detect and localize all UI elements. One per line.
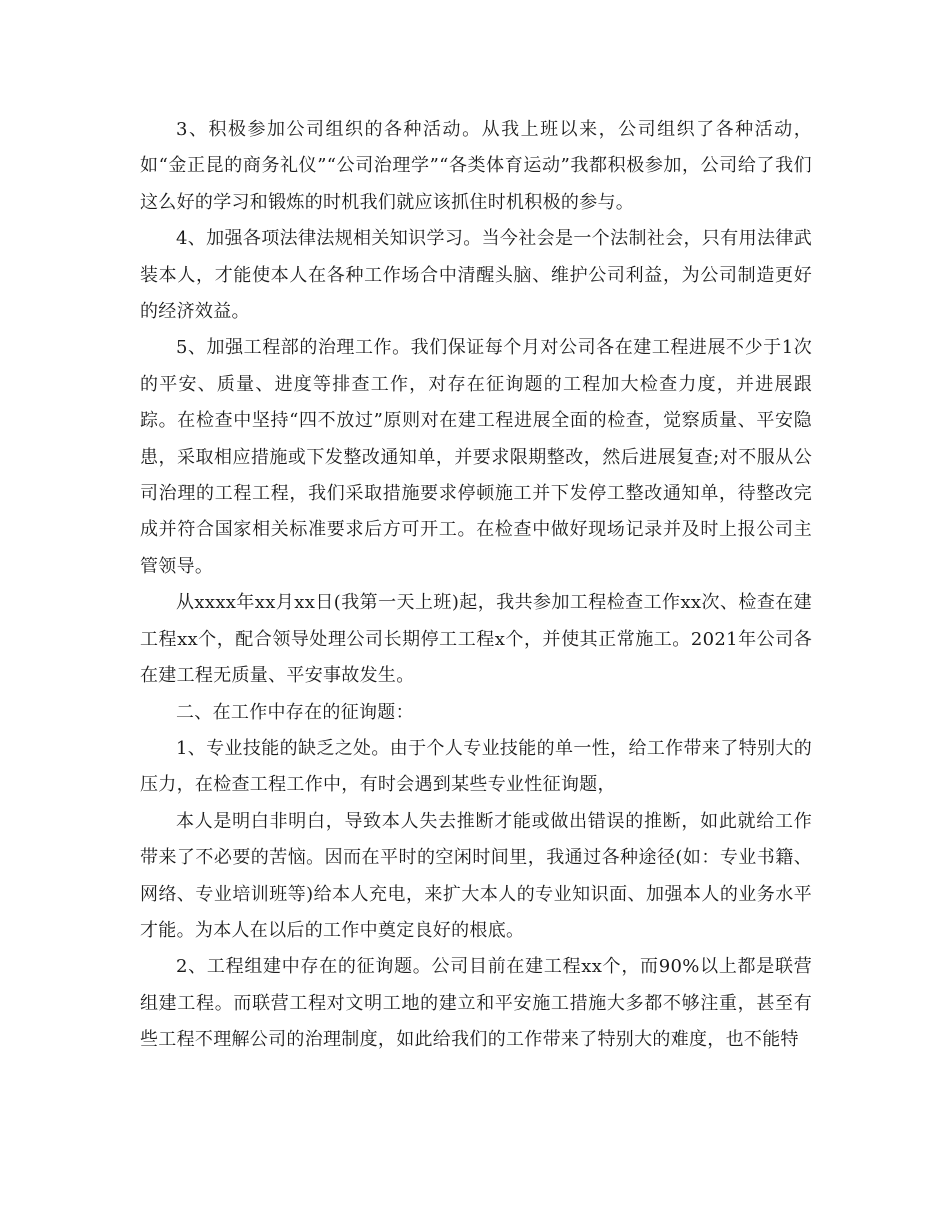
paragraph-skill-shortage: 1、专业技能的缺乏之处。由于个人专业技能的单一性，给工作带来了特别大的压力，在检查工程工作中，有时会遇到某些专业性征询题，	[140, 737, 812, 796]
paragraph-project-organization: 2、工程组建中存在的征询题。公司目前在建工程xx个，而90%以上都是联营组建工程。而联营工程对文明工地的建立和平安施工措施大多都不够注重，甚至有些工程不理解公司的治理制度，如此给我们的工作带来了特别大的难度，也不能特	[140, 956, 812, 1051]
paragraph-inspection-summary: 从xxxx年xx月xx日(我第一天上班)起，我共参加工程检查工作xx次、检查在建工程xx个，配合领导处理公司长期停工工程x个，并使其正常施工。2021年公司各在建工程无质量、平安事故发生。	[140, 592, 812, 687]
paragraph-legal-study: 4、加强各项法律法规相关知识学习。当今社会是一个法制社会，只有用法律武装本人，才能使本人在各种工作场合中清醒头脑、维护公司利益，为公司制造更好的经济效益。	[140, 228, 812, 323]
paragraph-engineering-management: 5、加强工程部的治理工作。我们保证每个月对公司各在建工程进展不少于1次的平安、质量、进度等排查工作，对存在征询题的工程加大检查力度，并进展跟踪。在检查中坚持“四不放过”原则对在建工程进展全面的检查，觉察质量、平安隐患，采取相应措施或下发整改通知单，并要求限期整改，然后进展复查;对不服从公司治理的工程工程，我们采取措施要求停顿施工并下发停工整改通知单，待整改完成并符合国家相关标准要求后方可开工。在检查中做好现场记录并及时上报公司主管领导。	[140, 337, 812, 577]
paragraph-self-improvement: 本人是明白非明白，导致本人失去推断才能或做出错误的推断，如此就给工作带来了不必要的苦恼。因而在平时的空闲时间里，我通过各种途径(如：专业书籍、网络、专业培训班等)给本人充电，来扩大本人的专业知识面、加强本人的业务水平才能。为本人在以后的工作中奠定良好的根底。	[140, 810, 812, 941]
paragraph-activities: 3、积极参加公司组织的各种活动。从我上班以来，公司组织了各种活动，如“金正昆的商务礼仪”“公司治理学”“各类体育运动”我都积极参加，公司给了我们这么好的学习和锻炼的时机我们就应该抓住时机积极的参与。	[140, 119, 812, 213]
document-body	[140, 112, 812, 1059]
section-heading-problems: 二、在工作中存在的征询题：	[176, 701, 414, 723]
